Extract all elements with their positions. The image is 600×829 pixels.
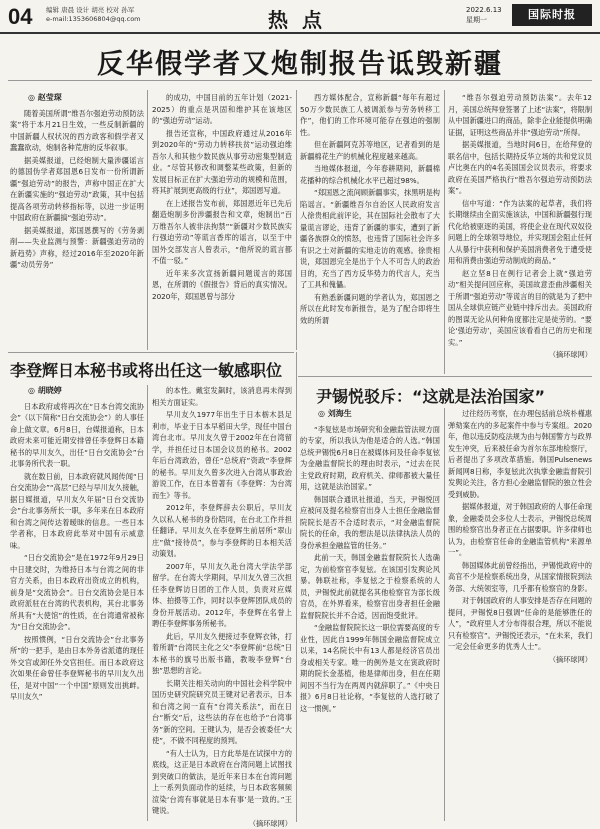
column-divider (147, 385, 148, 821)
article-divider (298, 376, 592, 377)
paragraph: 过往经历考察，在办理包括前总统朴槿惠弹劾案在内的多起案件中参与专案组。2020年，他以违反防疫法规为由与韩国警方与政界发生冲突，后来被任命为首尔东部地检察厅，后者提出了多项改革措施。韩国Pulsenews新闻网8日称，李复铉此次执掌金融监督院引发舆论关注，各方担心金融监督院的独立性会受到威胁。 (448, 408, 592, 500)
paragraph: “李复铉是市场研究和金融监管法规方面的专家，所以我认为他是适合的人选。”韩国总统尹锡悦6月8日在被媒体问及任命李复铉为金融监督院长的理由时表示，“过去在民主党政府时期，政府机关、律师都被大量任用，这就是法治国家。” (300, 424, 440, 493)
article2-byline: ◎ 胡晓婷 (28, 385, 144, 397)
page-header (0, 0, 600, 34)
paragraph: 有熟悉新疆问题的学者认为，郑国恩之所以在此时发布新报告，是为了配合即将生效的所谓 (300, 292, 440, 327)
paragraph: “郑国恩之流间顾新疆事实，抹黑明是构陷谣言。“新疆维吾尔自治区人民政府发言人徐贵相此前评论，其在国际社会散布了大量谎言谬论，违背了新疆的事实，遭到了新疆各族群众的愤怒，也违背了国际社会许多有识之士对新疆的实地走访的观感。徐贵相说，郑国恩完全是出于个人不可告人的政治目的，充当了西方反华势力的代言人，充当了工具和傀儡。 (300, 187, 440, 291)
issue-weekday: 星期一 (466, 15, 502, 25)
paragraph: 按照惯例，“日台交流协会”台北事务所”的一把手，是由日本外务省派遣的现任外交官或卸任外交官担任。而日本政府这次如果任命曾任李登辉秘书的早川友久出任，是对中国“一个中国”原则发出挑衅。早川友久” (10, 634, 144, 703)
paragraph: 2012年，李登辉辞去公职后，早川友久以私人秘书的身份陪同，在台北工作并担任翻译。早川友久在李登辉生前居所“翠山庄”做“接待员”，参与李登辉的日本相关活动策划。 (152, 502, 292, 560)
paragraph: 近年来多次宣扬新疆问题谎言的郑国恩，在所谓的《假报告》背后的真实情况。2020年，郑国恩曾与部分 (152, 268, 292, 303)
paragraph: 报告还宣称，中国政府通过从2016年到2020年的“劳动力转移扶贫”运动强迫维吾尔人和其他少数民族从事劳动密集型制造业。“尽管其修改和调整某些政策，但新的发展目标正在扩大强迫劳动的规模和范围，将其扩展到更高级的行业”，郑国恩写道。 (152, 128, 292, 197)
paragraph: 2007年，早川友久赴台湾大学法学部留学。在台湾大学期间，早川友久曾三次担任李登辉访日团的工作人员，负责对应媒体、拍摄等工作，同时以李登辉团队成员的身份开展活动。2012年，李登辉在名誉上聘任李登辉事务所秘书。 (152, 561, 292, 630)
paragraph: 但在新疆阿克苏等地区，记者看到的是新疆棉花生产的机械化程度越来越高。 (300, 139, 440, 162)
column-divider (444, 90, 445, 374)
column-divider (296, 352, 297, 822)
article1-column-4 (448, 92, 592, 372)
article1-byline: ◎ 赵莹琛 (28, 92, 144, 104)
paragraph: 长期关注相关动向的中国社会科学院中国历史研究院研究员王键对记者表示，日本和台湾之间一直有“台湾关系法”，而在日台“断交”后，这些法的存在也给予“台湾事务”新的空间。王键认为，是否会被委任“大使”，不做不同程度的预判。 (152, 678, 292, 747)
source-credit: （摘环球网） (448, 654, 592, 666)
column-divider (147, 90, 148, 350)
editor-credits (46, 6, 141, 24)
paragraph: 在上述报告发布前，郑国恩近年已先后翻造炮制多份涉疆报告和文章，炮制出“百万维吾尔人被非法拘禁”“新疆对少数民族实行强迫劳动”等谎言香库的谣言，以至于中国外交部发言人曾表示，“他所说的谎言都不值一驳。” (152, 198, 292, 267)
headline-divider (8, 80, 592, 81)
column-divider (444, 408, 445, 821)
article3-column-1 (300, 408, 440, 821)
article-divider (8, 352, 294, 353)
paragraph: 韩国联合通讯社报道，当天，尹锡悦回应被问及提名检察官出身人士担任金融监督院院长是否不合适时表示，“对金融监督院院长的任命，我的想法是以法律执法人员的身份承担金融监管的任务。” (300, 494, 440, 552)
main-headline: 反华假学者又炮制报告诋毁新疆 (20, 42, 580, 81)
article1-column-1 (10, 92, 144, 348)
editor-names: 编辑 唐晨 设计 胡亮 校对 孙军 (46, 6, 141, 15)
dateline (466, 5, 502, 25)
article3-headline: 尹锡悦驳斥：“这就是法治国家” (316, 384, 586, 407)
column-divider (296, 90, 297, 350)
paragraph: 早川友久1977年出生于日本栃木县足利市，毕业于日本早稻田大学，现任中国台湾台北市。早川友久曾于2002年在台湾留学，并担任过日本国会议员的秘书。2002年后台湾政治，曾任“总统府”资政“李登辉的秘书。早川友久曾多次进入台湾从事政治游说工作，在日本曾著有《李登辉：为台湾而生》等书。 (152, 409, 292, 501)
editor-email: e-mail:1353606804@qq.com (46, 15, 141, 24)
paragraph: 日本政府或将再次在“日本台湾交流协会”（以下简称“日台交流协会”）的人事任命上做文章。6月8日，台媒报道称，日本政府未来可能近期安排曾任李登辉日本籍秘书的早川友久，出任“日台交流协会”台北事务所代表一职。 (10, 401, 144, 470)
paragraph: 此后，早川友久便接过李登辉衣钵，打着所谓“台湾民主化之父”李登辉前“总统”日本秘书的旗号出版书籍，教唆李登辉“台独”思想的言论。 (152, 631, 292, 677)
article2-column-1 (10, 385, 144, 821)
paragraph: 的成功，中国目前的五年计划（2021-2025）的重点是巩固和维护其在该地区的“强迫劳动”运动。 (152, 92, 292, 127)
paragraph: 对于韩国政府的人事安排是否存在问题的提问，尹锡悦8日强调“任命的是能够胜任的人”，“政府里人才分布得很合理，所以不能说只有检察官”。尹锡悦还表示，“在未来，我们一定会任命更多的优秀人士”。 (448, 595, 592, 653)
newspaper-logo: 国际时报 (512, 4, 592, 26)
paragraph: 信中写道：“作为法案的起草者，我们将长期继续由全面实施该法，中国和新疆强行现代化给被驱逐的美国，将使企业在现代双奴役问题上的全球领导地位，并实现国会阻止任何人从暴行中获利和保护美国消费者免于遭受使用和消费由强迫劳动制成的商品。” (448, 198, 592, 267)
paragraph: “金融监督院院长这一职位需要高度的专业性，因此自1999年韩国金融监督院成立以来，14名院长中有13人都是经济官员出身或相关专家。唯一的例外是文在寅政府时期的院长金基植，他是律师出身，但在任期间因不当行为在两周内就辞职了。”《中央日报》6月8日社论称，“李复铉的人选打破了这一惯例。” (300, 622, 440, 714)
paragraph: 据美媒报道，当地时间6日，在给拜登的联名信中，包括长期持反华立场的共和党议员卢比奥在内的4名美国国会议员表示，将要求政府在美国严格执行“维吾尔强迫劳动预防法案”。 (448, 139, 592, 197)
article3-column-2 (448, 408, 592, 821)
page-number: 04 (8, 4, 32, 30)
issue-date: 2022.6.13 (466, 5, 502, 15)
paragraph: “维吾尔强迫劳动预防法案”。去年12月，美国总统拜登签署了上述“法案”，将限制从中国新疆进口的商品，除非企业能提供明确证据，证明这些商品并非“强迫劳动”所得。 (448, 92, 592, 138)
paragraph: 就在数日前，日本政府就风闻传闻“日台交流协会”“高层”已经与早川友久接触，据日媒报道，早川友久年届“日台交流协会”台北事务所长一职，多年来在日本政府和台湾之间传达着暧昧的信息。一些日本学者称，日本政府此举对中国有示威意味。 (10, 471, 144, 552)
paragraph: 据美媒报道，已经炮制大量涉疆谣言的德国伪学者郑国恩6日发布一份所谓新疆“强迫劳动”的报告，声称中国正在扩大在新疆实施的“强迫劳动”政策，其中包括提高各项劳动转移指标等，以进一步证明中国政府在新疆搞“强迫劳动”。 (10, 155, 144, 224)
paragraph: 随着美国所谓“维吾尔强迫劳动预防法案”将于本月21日生效，一些反制新疆的中国新疆人权状况的西方政客和假学者又蠢蠢欲动，炮制各种荒唐的反华叙事。 (10, 108, 144, 154)
section-title: 热点 (268, 4, 336, 33)
article1-column-3 (300, 92, 440, 348)
source-credit: （摘环球网） (448, 349, 592, 361)
source-credit: （摘环球网） (152, 818, 292, 829)
paragraph: 韩国媒体此前曾经指出，尹锡悦政府中的高官不少是检察系统出身，从国家情报院到法务部、大统领室等，几乎都有检察官的身影。 (448, 560, 592, 595)
article2-column-2 (152, 385, 292, 821)
paragraph: 当地媒体报道，今年春耕期间，新疆棉花播种的综合机械化水平已超过98%。 (300, 163, 440, 186)
article1-column-2 (152, 92, 292, 348)
article2-headline: 李登辉日本秘书或将出任这一敏感职位 (10, 358, 300, 381)
paragraph: 的本性。戴室发飙时，该消息再未得到相关方面证实。 (152, 385, 292, 408)
paragraph: 据媒体报道，对于韩国政府的人事任命现象，金融委员会多位人士表示，尹锡悦总统周围的检察官出身者正在占据要职。许多律师也认为，由检察官任命的金融监管机构“来源单一”。 (448, 501, 592, 559)
paragraph: 赵立坚8日在例行记者会上就“强迫劳动”相关提问回应称，美国故意歪曲涉疆相关于所谓“强迫劳动”等谎言的目的就是为了把中国从全球供应链产业链中排斥出去。美国政府的图谋无论从何种角度都注定是徒劳的。“要论‘强迫劳动’，美国应该看看自己的历史和现实。” (448, 268, 592, 349)
paragraph: “有人士认为，日方此举是在试探中方的底线，这正是日本政府在台湾问题上试图找到突破口的做法，是近年来日本在台湾问题上一系列负面动作的延续，与日本政客频频渲染‘台湾有事就是日本有事’是一致的。”王键说。 (152, 748, 292, 817)
paragraph: 据美媒报道，郑国恩撰写的《劳务剥削——失业监测与预警：新疆强迫劳动的新趋势》声称，经过2016年至2020年新疆“动员劳务” (10, 225, 144, 271)
paragraph: “日台交流协会”是在1972年9月29日中日建交时，为维持日本与台湾之间的非官方关系，由日本政府出资成立的机构，前身是“交流协会”。日台交流协会是日本政府派驻在台湾的代表机构，其台北事务所具有“大使馆”的性质，在台湾通常被称为“日台交流协会”。 (10, 552, 144, 633)
paragraph: 西方媒体配合，宣称新疆“每年有超过50万少数民族工人被调派参与劳务转移工作”，他们的工作环境可能存在强迫的强制性。 (300, 92, 440, 138)
article3-byline: ◎ 刘海生 (318, 408, 440, 420)
paragraph: 此前一天，韩国金融监督院院长人选确定，为前检察官李复铉。在该国引发舆论风暴。韩联社称，李复铉之于检察系统的人员，尹锡悦此前就提名其他检察官为部长级官员，在外界看来，检察官出身者担任金融监督院院长并不合适，因而饱受批评。 (300, 552, 440, 621)
